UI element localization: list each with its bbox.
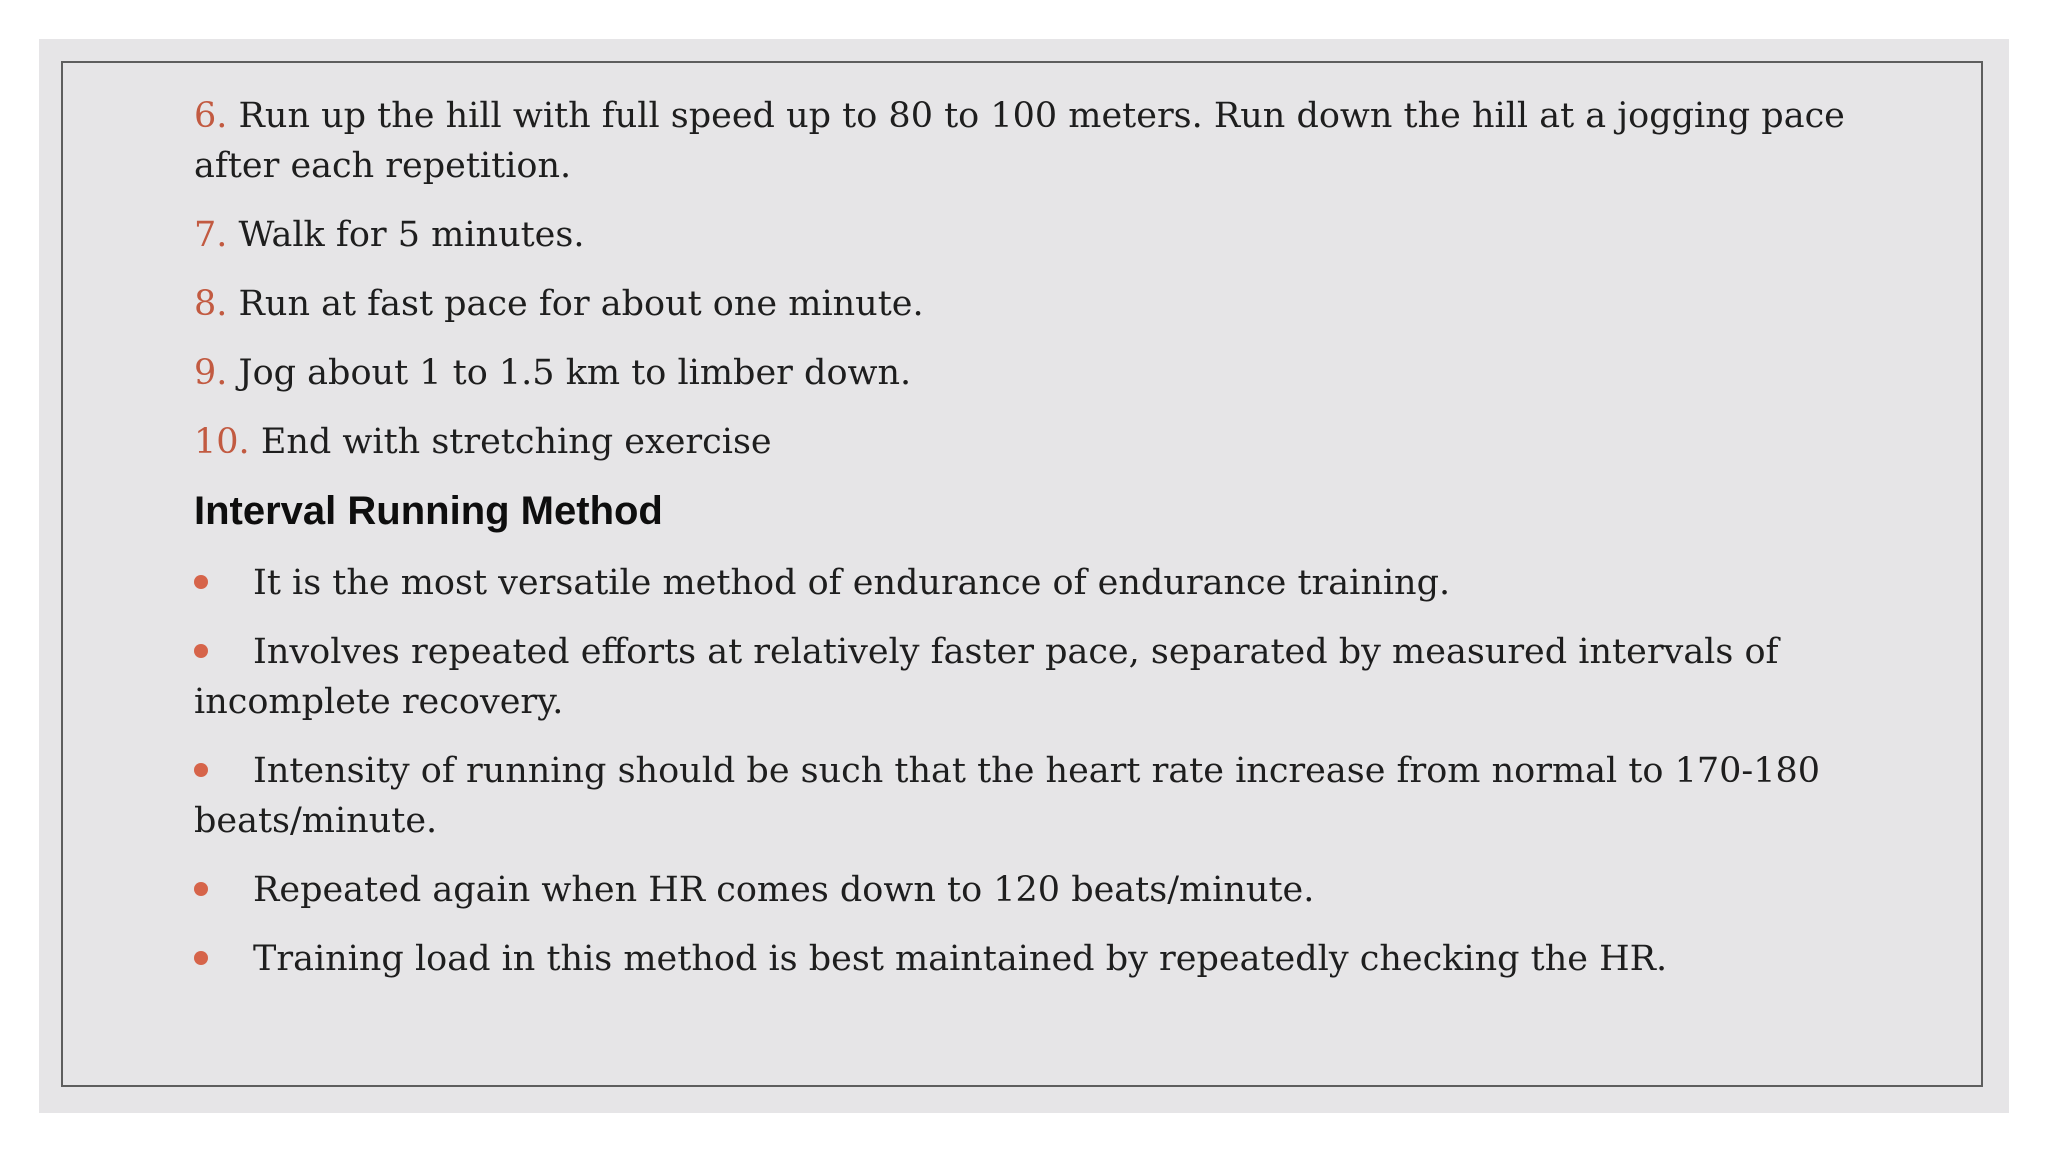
numbered-item-10 — [194, 417, 1914, 467]
slide — [39, 39, 2009, 1113]
bullet-item — [194, 746, 1914, 846]
bullet-text: Training load in this method is best maintained by repeatedly checking the HR. — [253, 939, 1668, 979]
bullet-item — [194, 558, 1914, 608]
item-text: Run up the hill with full speed up to 80 to 100 meters. Run down the hill at a jogging pace after each repetition. — [194, 96, 1845, 186]
numbered-item-7 — [194, 210, 1914, 260]
item-number: 9. — [194, 353, 228, 393]
numbered-item-9 — [194, 348, 1914, 398]
bullet-dot-icon — [194, 763, 208, 777]
bullet-dot-icon — [194, 575, 208, 589]
item-number: 8. — [194, 284, 228, 324]
bullet-text: Involves repeated efforts at relatively faster pace, separated by measured intervals of incomplete recovery. — [194, 632, 1779, 722]
bullet-item — [194, 865, 1914, 915]
numbered-item-8 — [194, 279, 1914, 329]
section-heading: Interval Running Method — [194, 489, 663, 533]
bullet-dot-icon — [194, 644, 208, 658]
item-number: 10. — [194, 422, 250, 462]
item-text: Run at fast pace for about one minute. — [238, 284, 924, 324]
numbered-item-6 — [194, 91, 1914, 191]
bullet-dot-icon — [194, 882, 208, 896]
bullet-dot-icon — [194, 951, 208, 965]
bullet-item — [194, 627, 1914, 727]
item-number: 7. — [194, 215, 228, 255]
bullet-text: It is the most versatile method of endurance of endurance training. — [253, 563, 1451, 603]
item-text: End with stretching exercise — [260, 422, 772, 462]
slide-content — [194, 91, 1914, 1003]
bullet-item — [194, 934, 1914, 984]
item-text: Walk for 5 minutes. — [238, 215, 585, 255]
item-text: Jog about 1 to 1.5 km to limber down. — [238, 353, 912, 393]
bullet-text: Intensity of running should be such that the heart rate increase from normal to 170-180 beats/minute. — [194, 751, 1821, 841]
item-number: 6. — [194, 96, 228, 136]
bullet-text: Repeated again when HR comes down to 120 beats/minute. — [253, 870, 1315, 910]
